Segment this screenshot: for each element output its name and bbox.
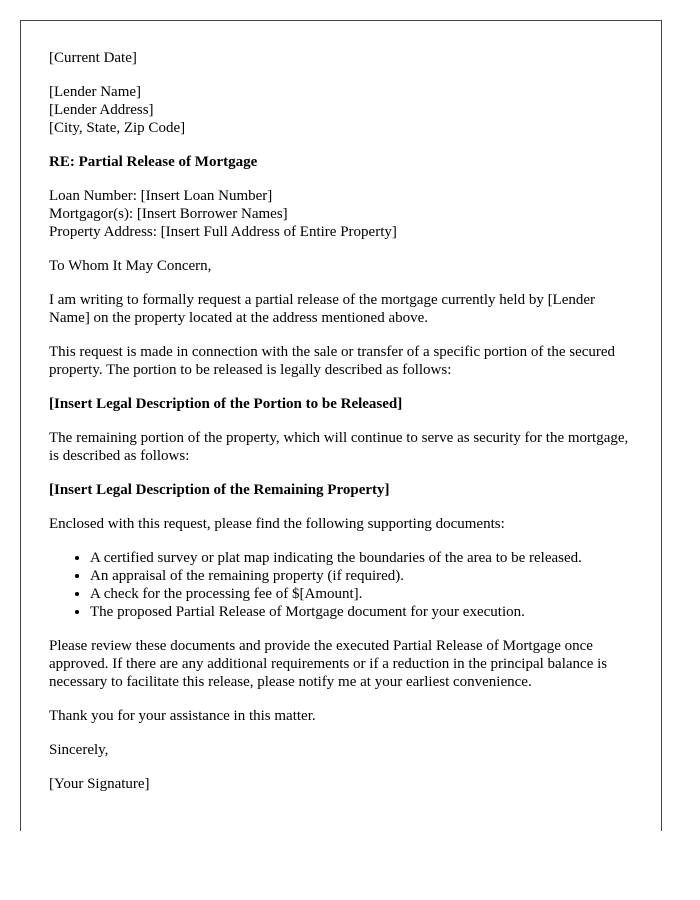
legal-description-remaining: [Insert Legal Description of the Remaining Property] <box>49 482 390 498</box>
list-item: • The proposed Partial Release of Mortgage document for your execution. <box>90 603 633 621</box>
property-address: Property Address: [Insert Full Address of Entire Property] <box>49 224 397 240</box>
mortgagors: Mortgagor(s): [Insert Borrower Names] <box>49 206 288 222</box>
paragraph-portion: This request is made in connection with the sale or transfer of a specific portion of the secured property. The portion to be released is legally described as follows: <box>49 344 616 378</box>
subject-line: RE: Partial Release of Mortgage <box>49 154 258 170</box>
recipient-block <box>49 83 633 137</box>
paragraph-enclosed: Enclosed with this request, please find the following supporting documents: <box>49 516 505 532</box>
letter <box>20 20 662 831</box>
loan-number: Loan Number: [Insert Loan Number] <box>49 188 273 204</box>
paragraph-request: I am writing to formally request a partial release of the mortgage currently held by [Lender Name] on the property located at the address mentioned above. <box>49 292 596 326</box>
closing: Sincerely, <box>49 742 109 758</box>
legal-description-released: [Insert Legal Description of the Portion to be Released] <box>49 396 403 412</box>
salutation: To Whom It May Concern, <box>49 258 212 274</box>
paragraph-remaining: The remaining portion of the property, which will continue to serve as security for the mortgage, is described as follows: <box>49 430 629 464</box>
lender-name: [Lender Name] <box>49 84 142 100</box>
lender-address: [Lender Address] <box>49 102 154 118</box>
paragraph-review: Please review these documents and provide the executed Partial Release of Mortgage once approved. If there are any additional requirements or if a reduction in the principal balance is necessary to facilitate this release, please notify me at your earliest convenience. <box>49 638 608 690</box>
list-item: • A check for the processing fee of $[Amount]. <box>90 585 633 603</box>
list-item: • An appraisal of the remaining property (if required). <box>90 567 633 585</box>
date: [Current Date] <box>49 50 137 66</box>
paragraph-thanks: Thank you for your assistance in this matter. <box>49 708 316 724</box>
signature: [Your Signature] <box>49 776 150 792</box>
lender-city: [City, State, Zip Code] <box>49 120 186 136</box>
documents-list <box>49 549 633 621</box>
loan-details <box>49 187 633 241</box>
list-item: • A certified survey or plat map indicating the boundaries of the area to be released. <box>90 549 633 567</box>
